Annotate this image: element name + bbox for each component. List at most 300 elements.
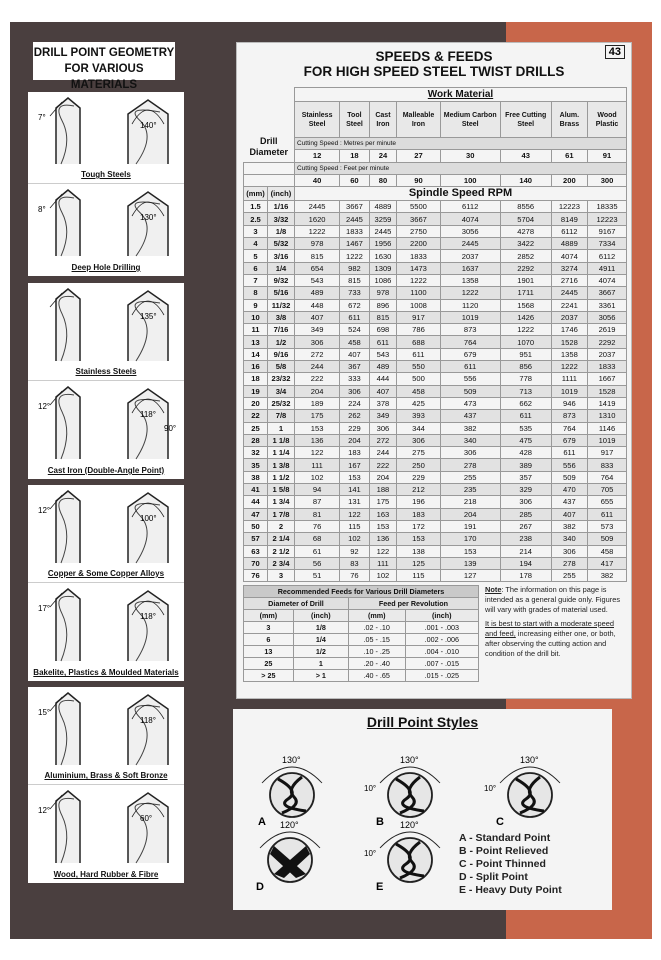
geometry-panel-4 (28, 687, 184, 883)
diameter-inch: 5/16 (268, 287, 295, 299)
geometry-cell (28, 485, 184, 583)
rpm-cell: 982 (340, 262, 369, 274)
table-row (244, 225, 627, 237)
feed-unit: (inch) (405, 610, 478, 622)
rpm-cell: 1528 (551, 336, 587, 348)
rpm-cell: 705 (588, 484, 627, 496)
diameter-mm: 70 (244, 557, 268, 569)
rpm-cell: 382 (588, 570, 627, 582)
table-row (244, 471, 627, 483)
cutting-speed-feet-value: 300 (588, 174, 627, 186)
diameter-mm: 1.5 (244, 201, 268, 213)
diameter-inch: 1 1/2 (268, 471, 295, 483)
cutting-speed-feet-value: 80 (369, 174, 397, 186)
rpm-cell: 1467 (340, 238, 369, 250)
point-angle-label: 130° (520, 755, 539, 765)
rpm-cell: 170 (440, 533, 500, 545)
drill-geometry-diagram (28, 383, 184, 465)
diameter-mm: 11 (244, 324, 268, 336)
rpm-cell: 2241 (551, 299, 587, 311)
rake-angle-label: 8° (38, 205, 46, 214)
point-angle-label: 120° (400, 820, 419, 830)
diameter-inch: 1/16 (268, 201, 295, 213)
table-row (244, 397, 627, 409)
feed-row (244, 670, 479, 682)
rpm-cell: 306 (500, 496, 551, 508)
rpm-cell: 778 (500, 373, 551, 385)
rpm-cell: 509 (551, 471, 587, 483)
rpm-cell: 244 (295, 361, 340, 373)
rake-angle-label: 15° (38, 708, 51, 717)
rpm-cell: 1120 (440, 299, 500, 311)
rpm-cell: 94 (295, 484, 340, 496)
rpm-cell: 212 (397, 484, 440, 496)
feed-row (244, 646, 479, 658)
rpm-cell: 1667 (588, 373, 627, 385)
rpm-cell: 1358 (551, 348, 587, 360)
rpm-cell: 2445 (440, 238, 500, 250)
rpm-cell: 389 (500, 459, 551, 471)
drill-geometry-title: DRILL POINT GEOMETRY FOR VARIOUS MATERIALS (33, 42, 175, 80)
rpm-cell: 4278 (500, 225, 551, 237)
drill-point-styles (233, 709, 612, 910)
drill-geometry-diagram (28, 585, 184, 667)
rpm-cell: 136 (295, 434, 340, 446)
diameter-mm: 5 (244, 250, 268, 262)
rpm-cell: 543 (369, 348, 397, 360)
diameter-inch: 3/4 (268, 385, 295, 397)
rpm-cell: 6112 (551, 225, 587, 237)
rpm-cell: 188 (369, 484, 397, 496)
rpm-cell: 183 (397, 508, 440, 520)
rpm-cell: 183 (340, 447, 369, 459)
clearance-angle-label: 10° (484, 784, 497, 793)
material-header: Wood Plastic (588, 102, 627, 138)
diameter-inch: 7/16 (268, 324, 295, 336)
rpm-cell: 1901 (500, 274, 551, 286)
cutting-speed-feet-value: 60 (340, 174, 369, 186)
rpm-cell: 83 (340, 557, 369, 569)
rpm-cell: 255 (440, 471, 500, 483)
rpm-cell: 3259 (369, 213, 397, 225)
rake-angle-label: 12° (38, 402, 51, 411)
rpm-cell: 573 (588, 520, 627, 532)
rpm-cell: 2292 (588, 336, 627, 348)
rpm-cell: 509 (440, 385, 500, 397)
material-label: Bakelite, Plastics & Moulded Materials (33, 668, 179, 677)
table-row (244, 274, 627, 286)
rpm-cell: 81 (295, 508, 340, 520)
rpm-cell: 139 (440, 557, 500, 569)
rpm-cell: 222 (369, 459, 397, 471)
table-row (244, 250, 627, 262)
rpm-cell: 1222 (397, 274, 440, 286)
rpm-cell: 1019 (588, 434, 627, 446)
rpm-cell: 489 (295, 287, 340, 299)
rpm-cell: 611 (500, 410, 551, 422)
rpm-cell: 92 (340, 545, 369, 557)
rpm-cell: 204 (369, 471, 397, 483)
rpm-cell: 12223 (551, 201, 587, 213)
rpm-cell: 238 (500, 533, 551, 545)
rpm-cell: 4074 (588, 274, 627, 286)
diameter-inch: 5/32 (268, 238, 295, 250)
rpm-cell: 8149 (551, 213, 587, 225)
note-text-2: increasing either one, or both, after observing the cutting action and condition of the drill bit. (485, 629, 616, 658)
cutting-speed-metres-value: 30 (440, 150, 500, 162)
rpm-cell: 306 (551, 545, 587, 557)
rpm-cell: 458 (340, 336, 369, 348)
drill-style-a (258, 755, 322, 828)
diameter-mm: 10 (244, 311, 268, 323)
rpm-cell: 654 (295, 262, 340, 274)
diameter-mm: 18 (244, 373, 268, 385)
legend-item: B - Point Relieved (459, 845, 549, 857)
geometry-panel-3 (28, 485, 184, 681)
diameter-mm: 44 (244, 496, 268, 508)
rpm-cell: 76 (340, 570, 369, 582)
drill-diameter-header: Drill Diameter (244, 88, 295, 163)
material-header: Medium Carbon Steel (440, 102, 500, 138)
feed-cell: 1/8 (293, 622, 348, 634)
rpm-cell: 4074 (440, 213, 500, 225)
table-row (244, 570, 627, 582)
drill-geometry-diagram (28, 787, 184, 869)
rpm-cell: 1309 (369, 262, 397, 274)
rpm-cell: 2292 (500, 262, 551, 274)
rpm-cell: 550 (397, 361, 440, 373)
diameter-mm: 16 (244, 361, 268, 373)
geometry-cell (28, 785, 184, 883)
feed-unit: (inch) (293, 610, 348, 622)
material-header: Tool Steel (340, 102, 369, 138)
table-row (244, 385, 627, 397)
diameter-inch: 3/32 (268, 213, 295, 225)
feed-cell: .001 - .003 (405, 622, 478, 634)
sheet-title-line2: FOR HIGH SPEED STEEL TWIST DRILLS (303, 64, 565, 79)
rpm-cell: 1528 (588, 385, 627, 397)
feed-per-revolution-header: Feed per Revolution (348, 598, 478, 610)
feed-cell: 25 (244, 658, 294, 670)
geometry-cell (28, 687, 184, 785)
rake-angle-label: 12° (38, 806, 51, 815)
rpm-cell: 111 (369, 557, 397, 569)
diameter-mm: 7 (244, 274, 268, 286)
rpm-cell: 111 (295, 459, 340, 471)
rpm-cell: 262 (340, 410, 369, 422)
rpm-cell: 407 (340, 348, 369, 360)
rpm-cell: 306 (340, 385, 369, 397)
secondary-angle-label: 90° (164, 424, 177, 433)
rpm-cell: 4911 (588, 262, 627, 274)
rpm-cell: 1426 (500, 311, 551, 323)
diameter-inch: 2 1/2 (268, 545, 295, 557)
rpm-cell: 946 (551, 397, 587, 409)
feed-unit: (mm) (348, 610, 405, 622)
geometry-cell (28, 92, 184, 184)
point-angle-label: 100° (140, 514, 157, 523)
rpm-cell: 698 (369, 324, 397, 336)
diameter-mm: 19 (244, 385, 268, 397)
rpm-cell: 1620 (295, 213, 340, 225)
rpm-cell: 662 (500, 397, 551, 409)
cutting-speed-feet-value: 200 (551, 174, 587, 186)
rpm-cell: 509 (588, 533, 627, 545)
note-text (485, 585, 627, 663)
material-header: Cast Iron (369, 102, 397, 138)
rpm-cell: 115 (397, 570, 440, 582)
rpm-cell: 978 (369, 287, 397, 299)
cutting-speed-metres-value: 61 (551, 150, 587, 162)
rpm-cell: 340 (440, 434, 500, 446)
feed-cell: .05 - .15 (348, 634, 405, 646)
diameter-mm: 28 (244, 434, 268, 446)
rpm-cell: 4889 (369, 201, 397, 213)
rpm-cell: 524 (340, 324, 369, 336)
rpm-cell: 896 (369, 299, 397, 311)
rpm-cell: 172 (397, 520, 440, 532)
mm-unit-header: (mm) (244, 187, 268, 201)
rpm-cell: 611 (340, 311, 369, 323)
rpm-cell: 2852 (500, 250, 551, 262)
rpm-cell: 3361 (588, 299, 627, 311)
rpm-cell: 1419 (588, 397, 627, 409)
rpm-cell: 2037 (440, 250, 500, 262)
clearance-angle-label: 10° (364, 849, 377, 858)
diameter-inch: 1 5/8 (268, 484, 295, 496)
style-letter: B (376, 816, 384, 828)
rpm-cell: 1222 (440, 287, 500, 299)
rpm-cell: 764 (440, 336, 500, 348)
rpm-cell: 153 (340, 471, 369, 483)
feed-cell: .40 - .65 (348, 670, 405, 682)
table-row (244, 287, 627, 299)
material-label: Deep Hole Drilling (71, 263, 141, 272)
rpm-cell: 272 (369, 434, 397, 446)
diameter-inch: 1 3/4 (268, 496, 295, 508)
cutting-speed-feet-value: 140 (500, 174, 551, 186)
rpm-cell: 244 (369, 447, 397, 459)
geometry-cell (28, 283, 184, 381)
rpm-cell: 382 (551, 520, 587, 532)
inch-unit-header: (inch) (268, 187, 295, 201)
rpm-cell: 917 (397, 311, 440, 323)
rpm-cell: 189 (295, 397, 340, 409)
point-angle-label: 135° (140, 312, 157, 321)
rake-angle-label: 12° (38, 506, 51, 515)
table-row (244, 434, 627, 446)
diameter-inch: 5/8 (268, 361, 295, 373)
rpm-cell: 2200 (397, 238, 440, 250)
rpm-cell: 1568 (500, 299, 551, 311)
rake-angle-label: 7° (38, 113, 46, 122)
rpm-cell: 102 (369, 570, 397, 582)
rpm-cell: 275 (397, 447, 440, 459)
diameter-mm: 2.5 (244, 213, 268, 225)
diameter-inch: 2 (268, 520, 295, 532)
rpm-cell: 9167 (588, 225, 627, 237)
rpm-cell: 535 (500, 422, 551, 434)
cutting-speed-metres-value: 43 (500, 150, 551, 162)
cutting-speed-feet-value: 100 (440, 174, 500, 186)
rpm-cell: 2716 (551, 274, 587, 286)
rpm-cell: 833 (588, 459, 627, 471)
sheet-title (237, 49, 631, 79)
recommended-feeds-table (243, 585, 479, 682)
material-label: Cast Iron (Double-Angle Point) (47, 466, 165, 475)
point-angle-label: 120° (280, 820, 299, 830)
cutting-speed-metres-value: 18 (340, 150, 369, 162)
rpm-cell: 407 (551, 508, 587, 520)
rpm-cell: 329 (500, 484, 551, 496)
table-row (244, 447, 627, 459)
rpm-cell: 163 (369, 508, 397, 520)
rpm-cell: 1473 (397, 262, 440, 274)
rpm-cell: 611 (440, 361, 500, 373)
rpm-cell: 136 (369, 533, 397, 545)
diameter-mm: 50 (244, 520, 268, 532)
diameter-mm: 20 (244, 397, 268, 409)
table-row (244, 213, 627, 225)
rpm-cell: 344 (397, 422, 440, 434)
rpm-cell: 68 (295, 533, 340, 545)
rpm-cell: 611 (551, 447, 587, 459)
rpm-cell: 713 (500, 385, 551, 397)
style-letter: D (256, 881, 264, 893)
rake-angle-label: 17° (38, 604, 51, 613)
rpm-cell: 224 (340, 397, 369, 409)
rpm-cell: 3056 (440, 225, 500, 237)
point-angle-label: 60° (140, 814, 153, 823)
rpm-cell: 115 (340, 520, 369, 532)
cutting-speed-metres-value: 27 (397, 150, 440, 162)
diameter-inch: 7/8 (268, 410, 295, 422)
rpm-cell: 218 (440, 496, 500, 508)
rpm-cell: 138 (397, 545, 440, 557)
diameter-mm: 8 (244, 287, 268, 299)
speeds-feeds-sheet (236, 42, 632, 699)
diameter-mm: 6 (244, 262, 268, 274)
rpm-cell: 489 (369, 361, 397, 373)
table-row (244, 348, 627, 360)
diameter-mm: 41 (244, 484, 268, 496)
rpm-cell: 272 (295, 348, 340, 360)
rpm-cell: 229 (340, 422, 369, 434)
point-angle-label: 118° (140, 612, 156, 621)
rpm-cell: 204 (440, 508, 500, 520)
diameter-mm: 76 (244, 570, 268, 582)
point-angle-label: 130° (140, 213, 157, 222)
diameter-inch: 1 1/4 (268, 447, 295, 459)
rpm-cell: 1630 (369, 250, 397, 262)
rpm-cell: 786 (397, 324, 440, 336)
rpm-cell: 153 (369, 520, 397, 532)
style-letter: A (258, 816, 266, 828)
rpm-cell: 1222 (295, 225, 340, 237)
material-label: Stainless Steels (75, 367, 137, 376)
rpm-cell: 167 (340, 459, 369, 471)
style-letter: E (376, 881, 384, 893)
rpm-cell: 407 (295, 311, 340, 323)
feed-cell: .10 - .25 (348, 646, 405, 658)
rpm-cell: 1070 (500, 336, 551, 348)
rpm-cell: 2445 (369, 225, 397, 237)
rpm-cell: 1637 (440, 262, 500, 274)
rpm-cell: 204 (295, 385, 340, 397)
rpm-cell: 87 (295, 496, 340, 508)
rpm-cell: 340 (551, 533, 587, 545)
rpm-cell: 815 (340, 274, 369, 286)
feed-cell: .004 - .010 (405, 646, 478, 658)
material-label: Copper & Some Copper Alloys (47, 569, 165, 578)
rpm-cell: 611 (369, 336, 397, 348)
table-row (244, 533, 627, 545)
rpm-cell: 672 (340, 299, 369, 311)
rpm-cell: 178 (500, 570, 551, 582)
rpm-cell: 1222 (551, 361, 587, 373)
table-row (244, 324, 627, 336)
rpm-cell: 2445 (551, 287, 587, 299)
diameter-mm: 38 (244, 471, 268, 483)
drill-front-view (128, 100, 168, 164)
table-row (244, 557, 627, 569)
rpm-cell: 378 (369, 397, 397, 409)
diameter-inch: 1 3/8 (268, 459, 295, 471)
point-angle-label: 130° (400, 755, 419, 765)
rpm-cell: 5704 (500, 213, 551, 225)
style-letter: C (496, 816, 504, 828)
material-header: Malleable Iron (397, 102, 440, 138)
material-header: Free Cutting Steel (500, 102, 551, 138)
rpm-cell: 306 (397, 434, 440, 446)
rpm-cell: 425 (397, 397, 440, 409)
diameter-inch: 1 1/8 (268, 434, 295, 446)
rpm-cell: 393 (397, 410, 440, 422)
point-angle-label: 130° (282, 755, 301, 765)
rpm-cell: 382 (440, 422, 500, 434)
rpm-cell: 3667 (588, 287, 627, 299)
diameter-mm: 22 (244, 410, 268, 422)
rpm-cell: 194 (500, 557, 551, 569)
rpm-cell: 2750 (397, 225, 440, 237)
rpm-cell: 267 (500, 520, 551, 532)
rpm-cell: 333 (340, 373, 369, 385)
rpm-cell: 214 (500, 545, 551, 557)
rpm-cell: 306 (440, 447, 500, 459)
drill-geometry-diagram (28, 689, 184, 771)
rpm-cell: 2619 (588, 324, 627, 336)
rpm-cell: 556 (440, 373, 500, 385)
feed-cell: > 1 (293, 670, 348, 682)
point-angle-label: 118° (140, 410, 156, 419)
rpm-cell: 229 (397, 471, 440, 483)
geometry-panel-1 (28, 92, 184, 276)
material-header: Alum. Brass (551, 102, 587, 138)
rpm-cell: 1833 (588, 361, 627, 373)
diameter-inch: 11/32 (268, 299, 295, 311)
rpm-cell: 367 (340, 361, 369, 373)
rpm-cell: 1019 (440, 311, 500, 323)
rpm-cell: 1222 (340, 250, 369, 262)
page-number: 43 (605, 45, 625, 59)
rpm-cell: 815 (295, 250, 340, 262)
material-label: Wood, Hard Rubber & Fibre (53, 870, 159, 879)
rpm-cell: 1100 (397, 287, 440, 299)
drill-geometry-diagram (28, 186, 184, 262)
feed-cell: 1/4 (293, 634, 348, 646)
point-angle-label: 140° (140, 121, 157, 130)
rpm-cell: 18335 (588, 201, 627, 213)
